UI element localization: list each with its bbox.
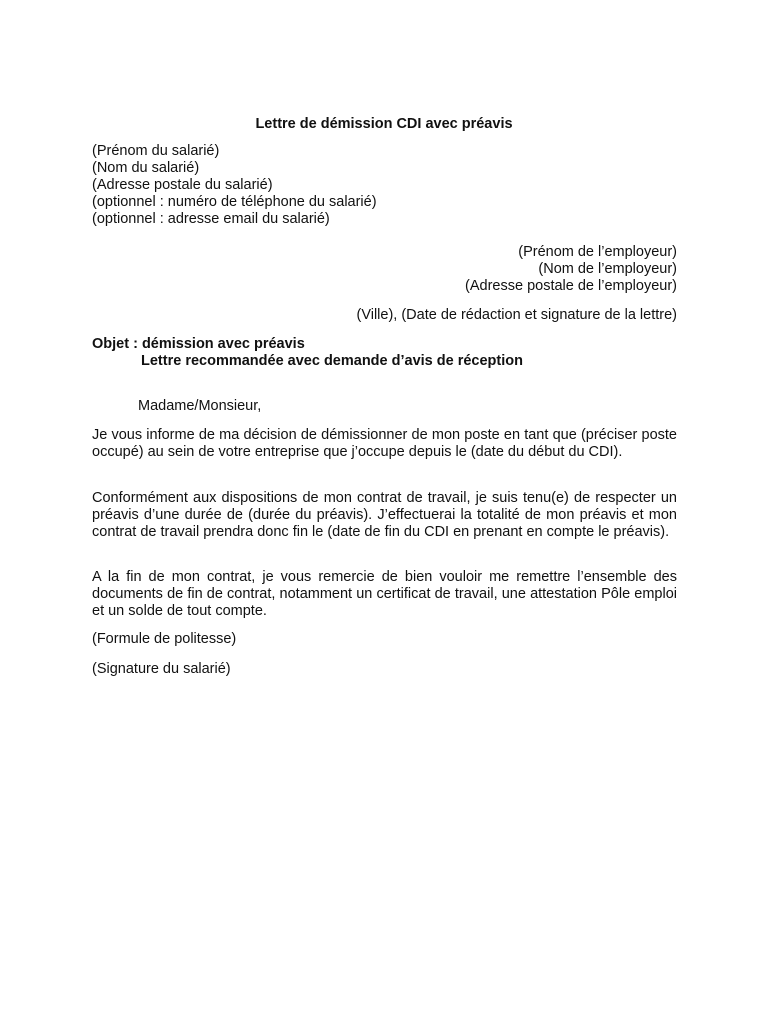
employer-address-block [92, 244, 677, 295]
employer-postal-address: (Adresse postale de l’employeur) [465, 278, 677, 294]
sender-first-name: (Prénom du salarié) [92, 143, 220, 159]
employer-first-name: (Prénom de l’employeur) [518, 244, 677, 260]
sender-email: (optionnel : adresse email du salarié) [92, 211, 330, 227]
subject-delivery-mode: Lettre recommandée avec demande d’avis de réception [141, 353, 523, 369]
sender-last-name: (Nom du salarié) [92, 160, 200, 176]
signature-placeholder: (Signature du salarié) [92, 661, 231, 677]
place-and-date: (Ville), (Date de rédaction et signature de la lettre) [356, 307, 677, 323]
closing-formula: (Formule de politesse) [92, 631, 237, 647]
paragraph-notice-period: Conformément aux dispositions de mon contrat de travail, je suis tenu(e) de respecter un préavis d’une durée de (durée du préavis). J’effectuerai la totalité de mon préavis et mon contrat de travail prendra donc fin le (date de fin du CDI en prenant en compte le préavis). [92, 490, 677, 540]
subject-line: Objet : démission avec préavis [92, 336, 305, 352]
sender-address-block [92, 143, 677, 228]
employer-last-name: (Nom de l’employeur) [538, 261, 677, 277]
sender-phone: (optionnel : numéro de téléphone du salarié) [92, 194, 377, 210]
paragraph-end-documents: A la fin de mon contrat, je vous remercie de bien vouloir me remettre l’ensemble des documents de fin de contrat, notamment un certificat de travail, une attestation Pôle emploi et un solde de tout compte. [92, 569, 677, 619]
letter-title: Lettre de démission CDI avec préavis [255, 116, 513, 132]
sender-postal-address: (Adresse postale du salarié) [92, 177, 273, 193]
subject-block [92, 336, 677, 370]
salutation: Madame/Monsieur, [138, 398, 262, 414]
paragraph-resignation-notice: Je vous informe de ma décision de démissionner de mon poste en tant que (préciser poste occupé) au sein de votre entreprise que j’occupe depuis le (date du début du CDI). [92, 427, 677, 460]
